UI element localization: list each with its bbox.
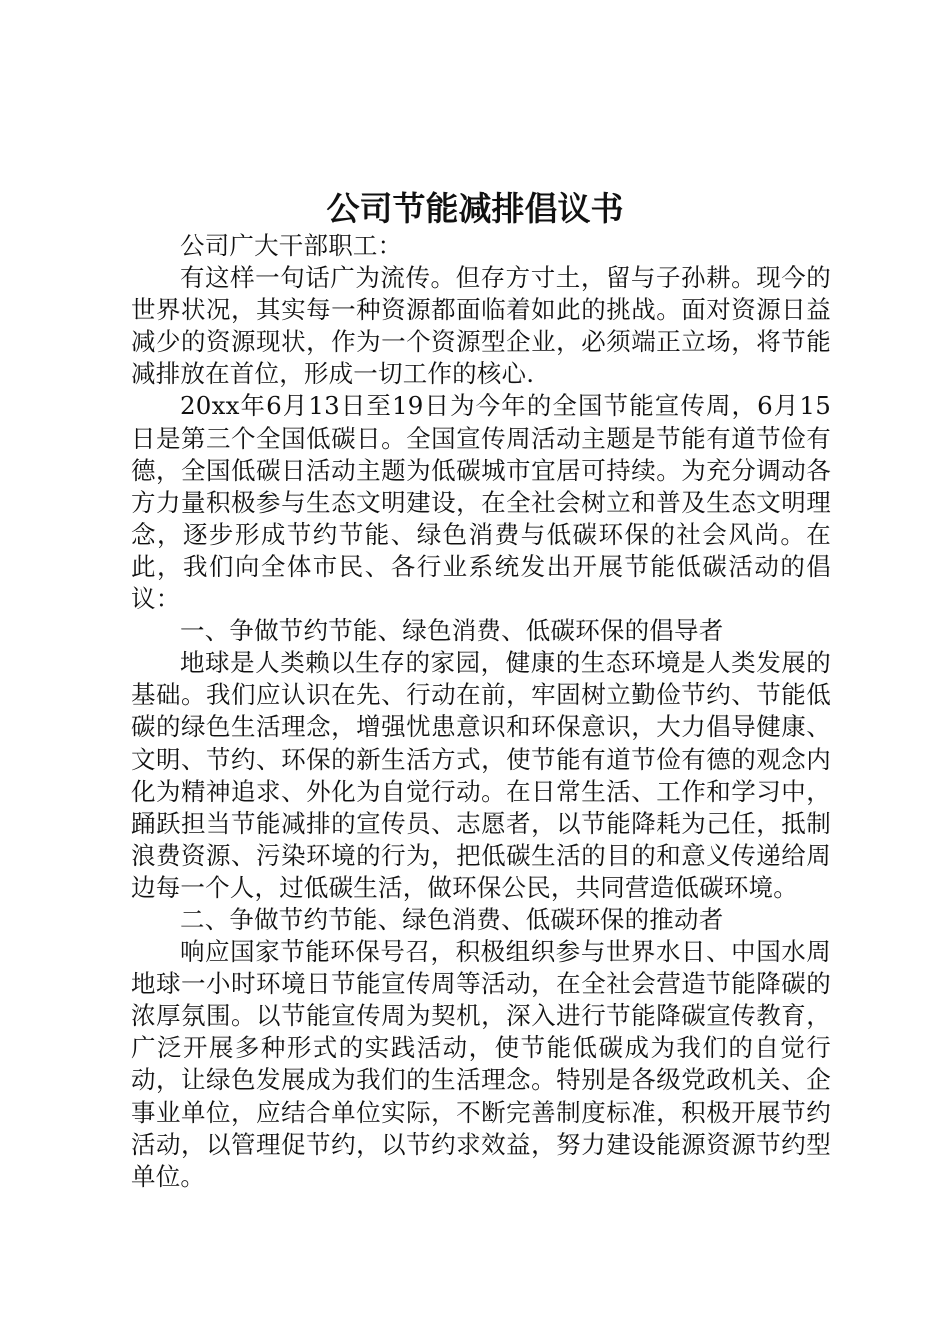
section-heading-2: 二、争做节约节能、绿色消费、低碳环保的推动者 <box>180 904 724 934</box>
section-heading-1: 一、争做节约节能、绿色消费、低碳环保的倡导者 <box>180 616 724 646</box>
paragraph-section-2: 响应国家节能环保号召，积极组织参与世界水日、中国水周地球一小时环境日节能宣传周等活动，在全社会营造节能降碳的浓厚氛围。以节能宣传周为契机，深入进行节能降碳宣传教育，广泛开展多种形式的实践活动，使节能低碳成为我们的自觉行动，让绿色发展成为我们的生活理念。特别是各级党政机关、企事业单位，应结合单位实际，不断完善制度标准，积极开展节约活动，以管理促节约，以节约求效益，努力建设能源资源节约型单位。 <box>131 937 831 1191</box>
paragraph-background: 20xx年6月13日至19日为今年的全国节能宣传周，6月15日是第三个全国低碳日。全国宣传周活动主题是节能有道节俭有德，全国低碳日活动主题为低碳城市宜居可持续。为充分调动各方力量积极参与生态文明建设，在全社会树立和普及生态文明理念，逐步形成节约节能、绿色消费与低碳环保的社会风尚。在此，我们向全体市民、各行业系统发出开展节能低碳活动的倡议： <box>131 391 831 614</box>
paragraph-section-1: 地球是人类赖以生存的家园，健康的生态环境是人类发展的基础。我们应认识在先、行动在前，牢固树立勤俭节约、节能低碳的绿色生活理念，增强忧患意识和环保意识，大力倡导健康、文明、节约、环保的新生活方式，使节能有道节俭有德的观念内化为精神追求、外化为自觉行动。在日常生活、工作和学习中，踊跃担当节能减排的宣传员、志愿者，以节能降耗为己任，抵制浪费资源、污染环境的行为，把低碳生活的目的和意义传递给周边每一个人，过低碳生活，做环保公民，共同营造低碳环境。 <box>131 648 831 902</box>
document-body <box>131 230 831 1193</box>
salutation: 公司广大干部职工： <box>180 231 403 260</box>
document-title: 公司节能减排倡议书 <box>326 189 624 228</box>
paragraph-intro: 有这样一句话广为流传。但存方寸土，留与子孙耕。现今的世界状况，其实每一种资源都面临着如此的挑战。面对资源日益减少的资源现状，作为一个资源型企业，必须端正立场，将节能减排放在首位，形成一切工作的核心. <box>131 263 831 389</box>
